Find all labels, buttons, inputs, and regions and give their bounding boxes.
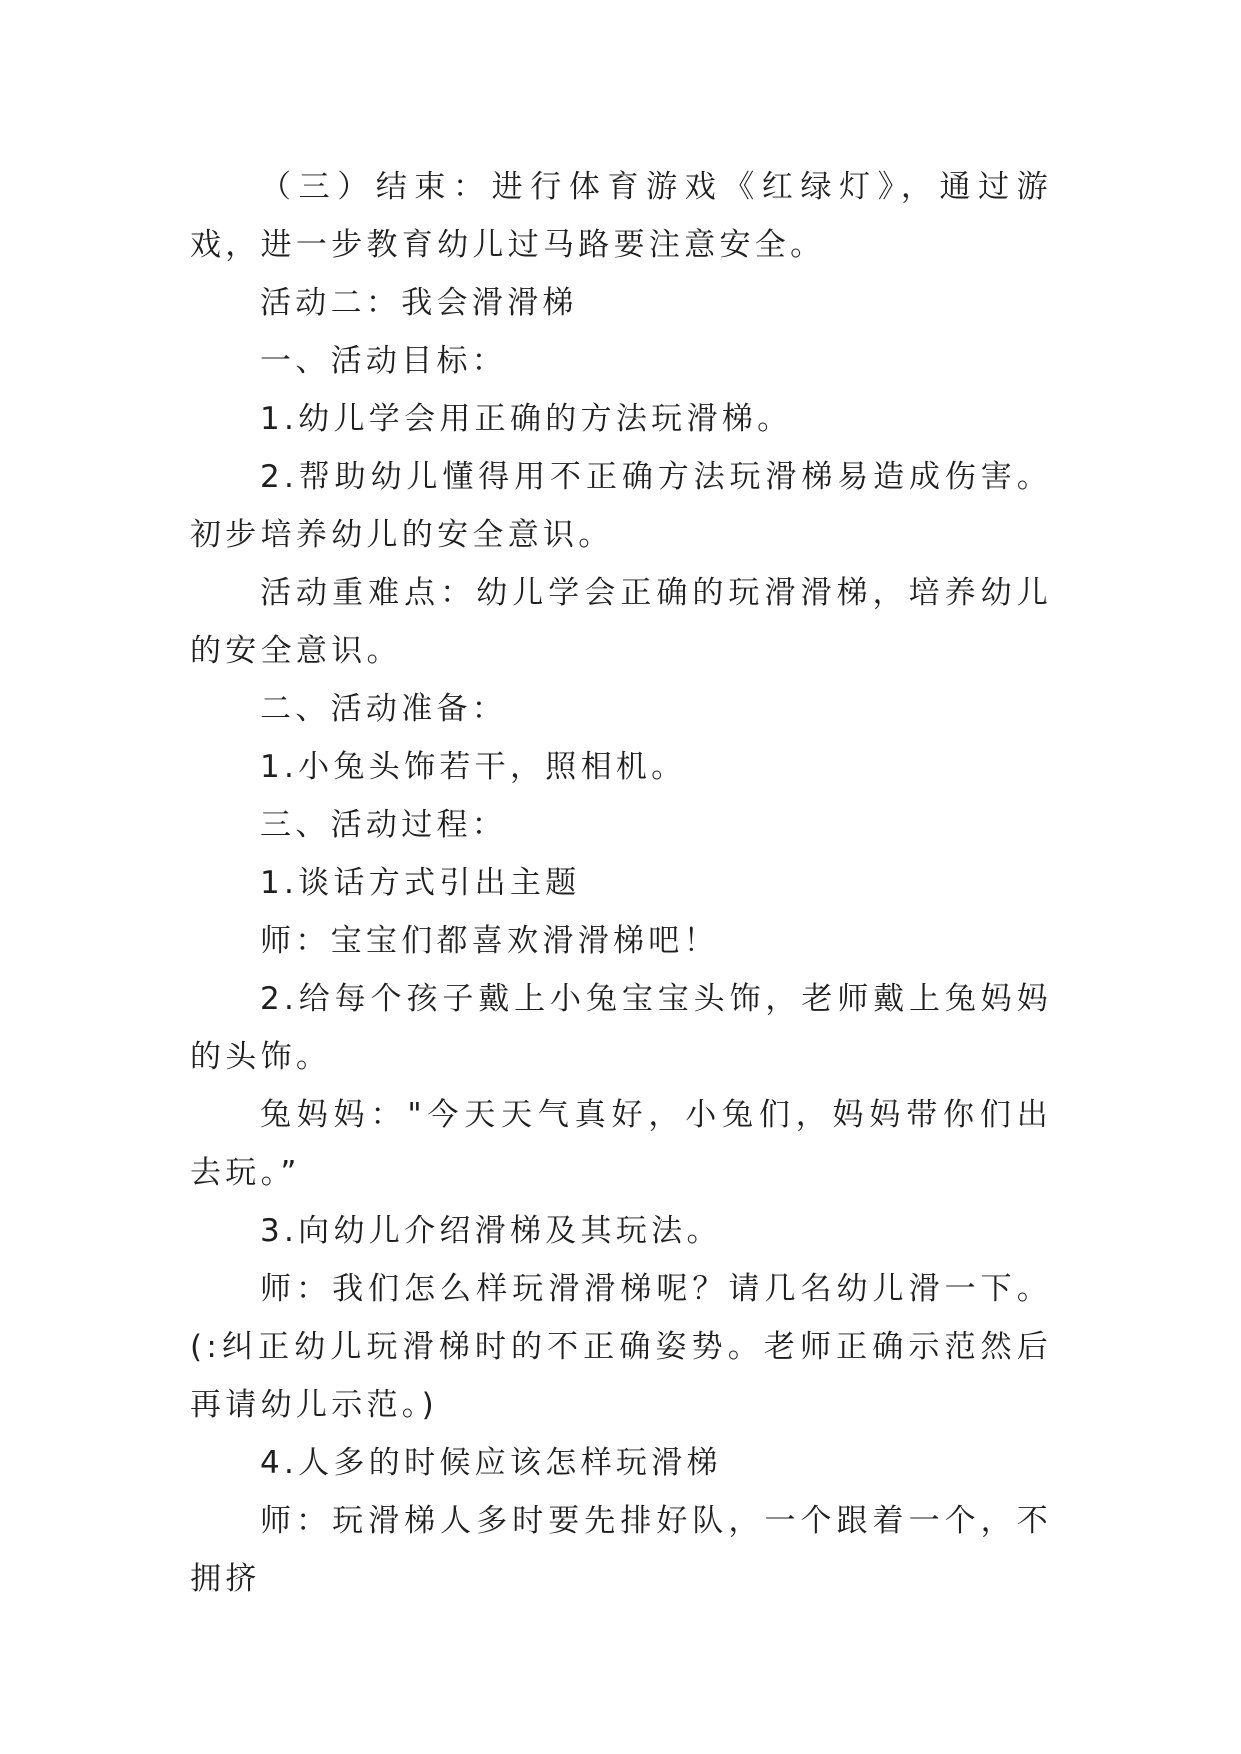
paragraph-teacher-line-2: 师：我们怎么样玩滑滑梯呢？请几名幼儿滑一下。(:纠正幼儿玩滑梯时的不正确姿势。老师正确示范然后再请幼儿示范。) [190,1271,1052,1423]
paragraph-goal-2: 2.帮助幼儿懂得用不正确方法玩滑梯易造成伤害。初步培养幼儿的安全意识。 [190,459,1052,553]
paragraph-goal-1: 1.幼儿学会用正确的方法玩滑梯。 [260,401,793,437]
paragraph-process-heading: 三、活动过程： [260,807,508,843]
paragraph-preparation-heading: 二、活动准备： [260,691,508,727]
paragraph-ending-section: （三）结束：进行体育游戏《红绿灯》，通过游戏，进一步教育幼儿过马路要注意安全。 [190,169,1052,263]
paragraph-process-1: 1.谈话方式引出主题 [260,865,581,901]
paragraph-teacher-line-1: 师：宝宝们都喜欢滑滑梯吧！ [260,923,719,959]
paragraph-goals-heading: 一、活动目标： [260,343,508,379]
document-body [190,158,1052,1608]
paragraph-process-3: 3.向幼儿介绍滑梯及其玩法。 [260,1213,722,1249]
paragraph-process-2: 2.给每个孩子戴上小兔宝宝头饰，老师戴上兔妈妈的头饰。 [190,981,1052,1075]
paragraph-teacher-line-3: 师：玩滑梯人多时要先排好队，一个跟着一个，不拥挤 [190,1503,1052,1597]
paragraph-activity-two-title: 活动二：我会滑滑梯 [260,285,578,321]
paragraph-rabbit-mother-line: 兔妈妈："今天天气真好，小兔们，妈妈带你们出去玩。” [190,1097,1052,1191]
paragraph-process-4: 4.人多的时候应该怎样玩滑梯 [260,1445,722,1481]
paragraph-preparation-1: 1.小兔头饰若干，照相机。 [260,749,687,785]
paragraph-key-points: 活动重难点：幼儿学会正确的玩滑滑梯，培养幼儿的安全意识。 [190,575,1052,669]
